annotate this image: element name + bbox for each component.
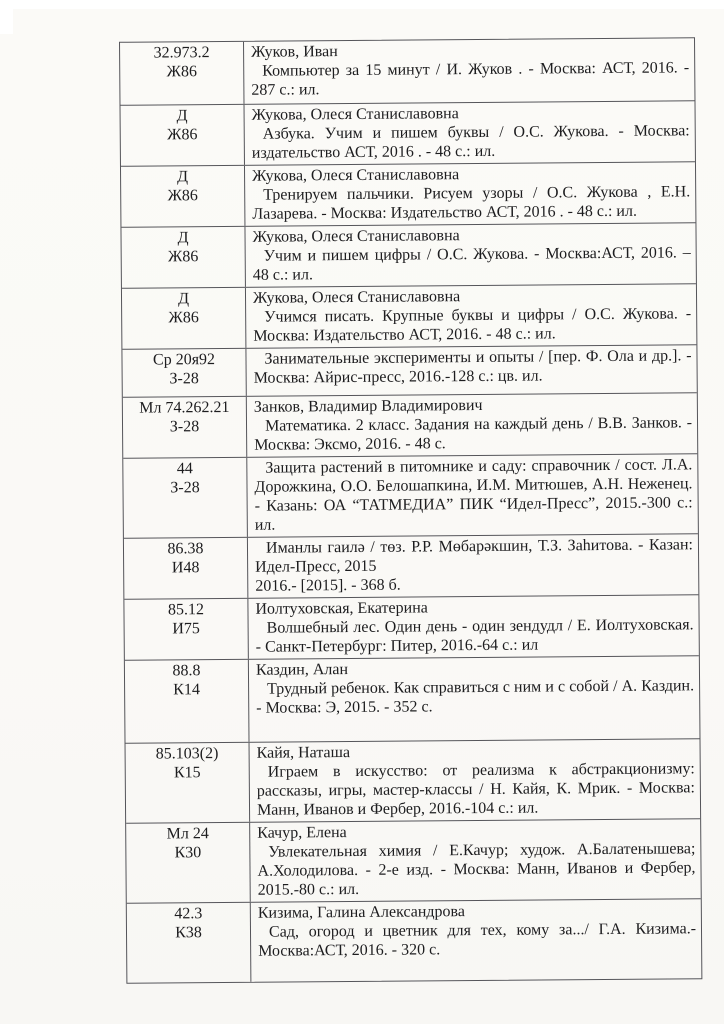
table-row [121, 222, 695, 288]
classification-code-cell [123, 397, 247, 458]
catalog-table [119, 37, 702, 983]
table-row [123, 453, 698, 538]
table-row [120, 38, 694, 105]
author-sign: Ж86 [167, 126, 198, 144]
table-row [123, 392, 697, 458]
bibliographic-entry-cell [250, 819, 701, 902]
entry-description: Азбука. Учим и пишем буквы / О.С. Жукова. - Москва: издательство АСТ, 2016 . - 48 с.: ил. [251, 122, 690, 162]
entry-author: Иолтуховская, Екатерина [255, 599, 428, 618]
bibliographic-entry-cell [250, 739, 701, 822]
author-sign: И75 [172, 620, 200, 638]
classification-code-cell [122, 349, 246, 397]
author-sign: З-28 [169, 418, 200, 436]
classification-code-cell [120, 42, 244, 105]
entry-author: Жукова, Олеся Станиславовна [252, 166, 460, 185]
bibliographic-entry-cell [251, 899, 702, 982]
entry-author: Кизима, Галина Александрова [257, 903, 466, 922]
table-row [124, 533, 698, 599]
entry-author: Жукова, Олеся Станиславовна [251, 105, 459, 124]
classification-code: 85.103(2) [155, 745, 219, 763]
table-row [126, 818, 701, 903]
author-sign: К15 [173, 764, 201, 782]
classification-code-cell [125, 660, 250, 743]
entry-description: Тренируем пальчики. Рисуем узоры / О.С. Жукова , Е.Н. Лазарева. - Москва: Издательство АСТ, 2016 . - 48 с.: ил. [252, 183, 691, 223]
bibliographic-entry-cell [246, 284, 696, 348]
classification-code-cell [121, 166, 245, 227]
table-row [121, 100, 695, 166]
author-sign: К30 [174, 844, 202, 862]
table-row [122, 283, 696, 349]
classification-code: Д [177, 290, 190, 308]
bibliographic-entry-cell [245, 162, 695, 226]
entry-description: Защита растений в питомнике и саду: справочник / сост. Л.А. Дорожкина, О.О. Белошапкина, И.М. Митюшев, А.Н. Неженец. - Казань: ОА “ТАТМЕДИА” ПИК “Идел-Пресс”, 2015.-300 с.: ил. [254, 456, 693, 534]
bibliographic-entry-cell [249, 656, 700, 742]
entry-description: Иманлы гаилә / төз. Р.Р. Мөбарәкшин, Т.З. Заһитова. - Казан: Идел-Пресс, 2015 2016.- [2015]. - 368 б. [255, 536, 694, 595]
classification-code-cell [121, 227, 245, 288]
table-row [125, 655, 700, 743]
classification-code: Ср 20я92 [152, 351, 216, 369]
bibliographic-entry-cell [245, 101, 695, 165]
classification-code: Д [177, 229, 189, 247]
entry-description: Учимся писать. Крупные буквы и цифры / О.С. Жукова. - Москва: Издательство АСТ, 2016. - 48 с.: ил. [253, 305, 692, 345]
classification-code-cell [124, 538, 248, 599]
author-sign: К38 [175, 924, 202, 942]
entry-description: Волшебный лес. Один день - один зендудл / Е. Иолтуховская. - Санкт-Петербург: Питер, 2016.-64 с.: ил [255, 616, 694, 656]
classification-code-cell [123, 458, 248, 538]
entry-author: Жукова, Олеся Станиславовна [252, 227, 460, 246]
author-sign: З-28 [169, 370, 199, 388]
bibliographic-entry-cell [246, 345, 696, 396]
scan-edge-left [0, 0, 13, 34]
entry-description: Увлекательная химия / Е.Качур; худож. А.Балатенышева; А.Холодилова. - 2-е изд. - Москва: Манн, Иванов и Фербер, 2015.-80 с.: ил. [257, 840, 696, 899]
bibliographic-entry-cell [247, 454, 698, 537]
table-row [126, 738, 701, 823]
author-sign: З-28 [170, 479, 200, 497]
entry-author: Каздин, Алан [255, 661, 349, 679]
entry-author: Качур, Елена [257, 824, 347, 842]
entry-description: Играем в искусство: от реализма к абстракционизму: рассказы, игры, мастер-классы / Н. Кайя, К. Мрик. - Москва: Манн, Иванов и Фербер, 2016.-104 с.: ил. [256, 760, 695, 819]
entry-description: Занимательные эксперименты и опыты / [пер. Ф. Ола и др.]. - Москва: Айрис-пресс, 2016.-128 с.: цв. ил. [253, 347, 692, 387]
author-sign: Ж86 [168, 309, 199, 327]
author-sign: К14 [173, 681, 200, 699]
scan-edge-top [0, 0, 724, 9]
classification-code: 42.3 [174, 905, 203, 923]
table-row [124, 594, 698, 660]
table-row [127, 898, 702, 983]
classification-code: 85.12 [167, 601, 205, 619]
classification-code: Мл 74.262.21 [139, 398, 230, 417]
table-row [121, 161, 695, 227]
classification-code-cell [122, 288, 246, 349]
author-sign: Ж86 [167, 187, 198, 205]
bibliographic-entry-cell [247, 393, 697, 457]
classification-code: 86.38 [167, 540, 204, 558]
bibliographic-entry-cell [248, 534, 698, 598]
classification-code-cell [126, 743, 251, 823]
entry-description: Компьютер за 15 минут / И. Жуков . - Москва: АСТ, 2016. - 287 с.: ил. [251, 59, 690, 99]
table-row [122, 344, 696, 397]
entry-description: Сад, огород и цветник для тех, кому за.../ Г.А. Кизима.- Москва:АСТ, 2016. - 320 с. [258, 920, 697, 960]
entry-author: Жуков, Иван [251, 43, 338, 61]
classification-code-cell [127, 903, 252, 983]
classification-code: 32.973.2 [153, 44, 210, 62]
bibliographic-entry-cell [244, 38, 694, 104]
bibliographic-entry-cell [245, 223, 695, 287]
classification-code: Мл 24 [166, 825, 209, 843]
classification-code-cell [124, 599, 248, 660]
classification-code: 88.8 [172, 662, 201, 680]
entry-description: Учим и пишем цифры / О.С. Жукова. - Москва:АСТ, 2016. – 48 с.: ил. [252, 244, 691, 284]
author-sign: И48 [171, 559, 200, 577]
entry-author: Жукова, Олеся Станиславовна [252, 288, 461, 307]
classification-code: Д [177, 168, 189, 186]
classification-code-cell [126, 823, 251, 903]
author-sign: Ж86 [167, 248, 199, 266]
author-sign: Ж86 [166, 63, 197, 81]
entry-description: Математика. 2 класс. Задания на каждый день / В.В. Занков. - Москва: Эксмо, 2016. - 48 с. [254, 414, 693, 454]
entry-description: Трудный ребенок. Как справиться с ним и с собой / А. Каздин. - Москва: Э, 2015. - 352 с. [256, 677, 695, 717]
classification-code-cell [121, 105, 245, 166]
classification-code: 44 [176, 460, 193, 478]
bibliographic-entry-cell [248, 595, 698, 659]
classification-code: Д [176, 107, 188, 125]
entry-author: Занков, Владимир Владимирович [253, 396, 483, 416]
entry-author: Кайя, Наташа [256, 744, 351, 762]
